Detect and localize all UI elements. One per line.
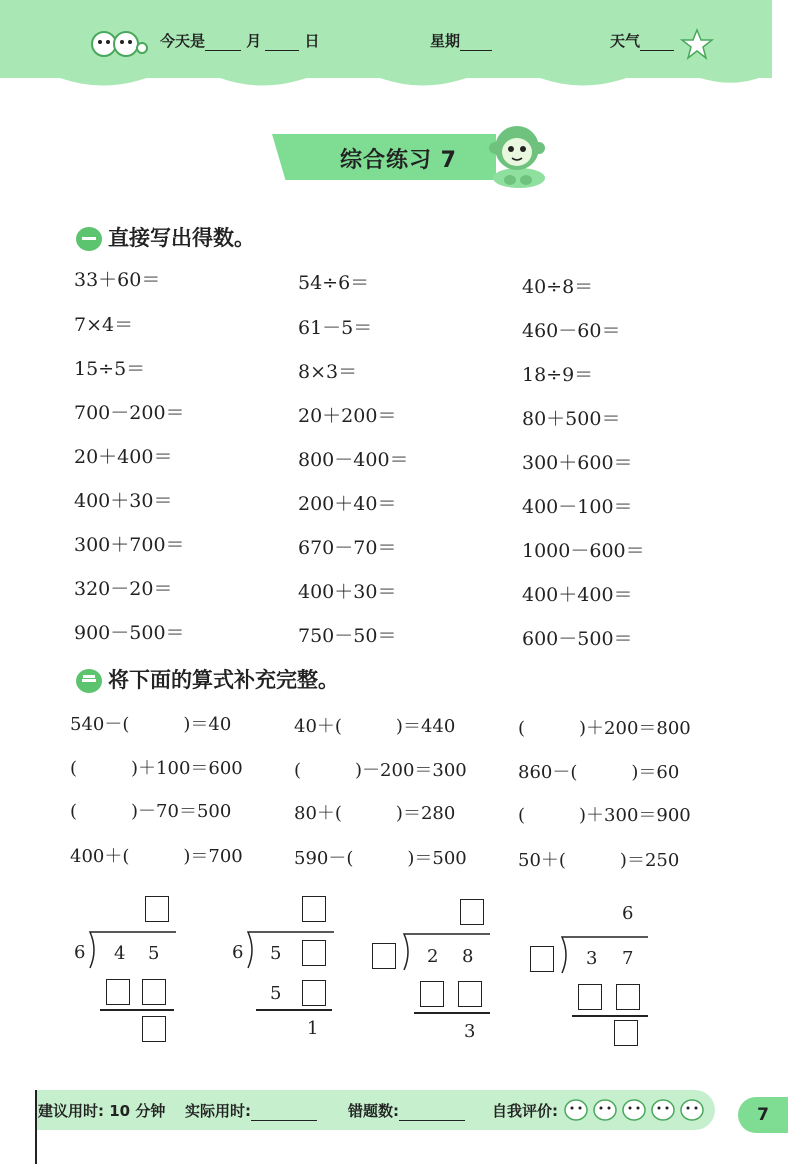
calc-problem: 40÷8＝ <box>522 276 594 298</box>
fill-in-problem[interactable]: 540－( )＝40 <box>70 714 232 735</box>
calc-problem: 61－5＝ <box>298 317 373 339</box>
calc-problem: 1000－600＝ <box>522 540 645 562</box>
division-bracket-icon <box>560 935 650 975</box>
product-box[interactable] <box>616 984 640 1010</box>
weather-blank[interactable] <box>640 36 674 51</box>
calc-problem: 670－70＝ <box>298 537 397 559</box>
day-label: 日 <box>304 32 320 50</box>
divisor-box[interactable] <box>372 943 396 969</box>
calc-problem: 8×3＝ <box>298 361 358 383</box>
rating-face-icon <box>681 1100 703 1120</box>
header-wave <box>0 62 772 92</box>
calc-problem: 700－200＝ <box>74 402 185 424</box>
calc-problem: 33＋60＝ <box>74 269 161 291</box>
footer-divider <box>35 1090 37 1164</box>
remainder-box[interactable] <box>614 1020 638 1046</box>
rating-faces[interactable] <box>563 1096 708 1122</box>
calc-problem: 20＋200＝ <box>298 405 397 427</box>
weather-field <box>610 30 674 51</box>
divisor: 6 <box>232 942 244 963</box>
quotient-box[interactable] <box>302 896 326 922</box>
dividend-digit: 8 <box>462 946 474 967</box>
calc-problem: 400＋30＝ <box>74 490 173 512</box>
header-mascot-icon <box>90 26 150 62</box>
actual-time-field <box>185 1100 317 1121</box>
subtraction-line <box>100 1009 174 1011</box>
dividend-digit: 3 <box>586 948 598 969</box>
calc-problem: 300＋600＝ <box>522 452 633 474</box>
product-box[interactable] <box>106 979 130 1005</box>
suggested-time: 建议用时: 10 分钟 <box>38 1102 166 1120</box>
fill-in-problem[interactable]: 590－( )＝500 <box>294 848 467 869</box>
subtraction-line <box>572 1015 648 1017</box>
weekday-field <box>430 30 492 51</box>
division-bracket-icon <box>88 930 178 970</box>
calc-problem: 15÷5＝ <box>74 358 146 380</box>
fill-in-problem[interactable]: 50＋( )＝250 <box>518 850 680 871</box>
calc-problem: 600－500＝ <box>522 628 633 650</box>
calc-problem: 300＋700＝ <box>74 534 185 556</box>
rating-face-icon <box>623 1100 645 1120</box>
fill-in-problem[interactable]: 80＋( )＝280 <box>294 803 456 824</box>
dividend-digit: 5 <box>148 943 160 964</box>
rating-face-icon <box>652 1100 674 1120</box>
remainder-digit: 1 <box>307 1018 319 1039</box>
calc-problem: 18÷9＝ <box>522 364 594 386</box>
date-field <box>160 30 320 51</box>
divisor: 6 <box>74 942 86 963</box>
dividend-digit: 7 <box>622 948 634 969</box>
month-blank[interactable] <box>205 36 241 51</box>
errors-blank[interactable] <box>399 1106 465 1121</box>
calc-problem: 800－400＝ <box>298 449 409 471</box>
self-eval-label: 自我评价: <box>492 1102 558 1120</box>
errors-field <box>348 1100 465 1121</box>
dividend-digit: 2 <box>427 946 439 967</box>
fill-in-problem[interactable]: 40＋( )＝440 <box>294 716 456 737</box>
weekday-label: 星期 <box>430 32 461 50</box>
calc-problem: 20＋400＝ <box>74 446 173 468</box>
section-2-badge-icon <box>76 669 102 693</box>
calc-problem: 400＋30＝ <box>298 581 397 603</box>
fill-in-problem[interactable]: ( )＋300＝900 <box>518 805 691 826</box>
calc-problem: 7×4＝ <box>74 314 134 336</box>
calc-problem: 460－60＝ <box>522 320 621 342</box>
calc-problem: 400＋400＝ <box>522 584 633 606</box>
division-bracket-icon <box>402 932 492 972</box>
calc-problem: 54÷6＝ <box>298 272 370 294</box>
monkey-mascot-icon <box>484 118 554 190</box>
fill-in-problem[interactable]: ( )＋200＝800 <box>518 718 691 739</box>
errors-label: 错题数: <box>348 1102 399 1120</box>
calc-problem: 900－500＝ <box>74 622 185 644</box>
fill-in-problem[interactable]: 400＋( )＝700 <box>70 846 243 867</box>
calc-problem: 750－50＝ <box>298 625 397 647</box>
quotient-box[interactable] <box>145 896 169 922</box>
actual-time-label: 实际用时: <box>185 1102 251 1120</box>
divisor-box[interactable] <box>530 946 554 972</box>
weekday-blank[interactable] <box>460 36 492 51</box>
fill-in-problem[interactable]: ( )－70＝500 <box>70 801 232 822</box>
calc-problem: 320－20＝ <box>74 578 173 600</box>
section-2-heading <box>76 664 339 694</box>
weather-label: 天气 <box>610 32 641 50</box>
product-box[interactable] <box>142 979 166 1005</box>
dividend-box[interactable] <box>302 940 326 966</box>
star-icon <box>680 28 714 60</box>
calc-problem: 400－100＝ <box>522 496 633 518</box>
remainder-box[interactable] <box>142 1016 166 1042</box>
section-1-badge-icon <box>76 227 102 251</box>
dividend-digit: 4 <box>114 943 126 964</box>
dividend-digit: 5 <box>270 943 282 964</box>
calc-problem: 80＋500＝ <box>522 408 621 430</box>
rating-face-icon <box>565 1100 587 1120</box>
product-digit: 5 <box>270 983 282 1004</box>
page-title: 综合练习 7 <box>340 148 457 173</box>
quotient-digit: 6 <box>622 903 634 924</box>
quotient-box[interactable] <box>460 899 484 925</box>
product-box[interactable] <box>578 984 602 1010</box>
subtraction-line <box>414 1012 490 1014</box>
day-blank[interactable] <box>265 36 299 51</box>
section-2-title: 将下面的算式补充完整。 <box>108 668 339 692</box>
remainder-digit: 3 <box>464 1021 476 1042</box>
product-box[interactable] <box>302 980 326 1006</box>
fill-in-problem[interactable]: ( )－200＝300 <box>294 760 467 781</box>
section-1-title: 直接写出得数。 <box>108 226 255 250</box>
date-label: 今天是 <box>160 32 206 50</box>
product-box[interactable] <box>458 981 482 1007</box>
subtraction-line <box>256 1009 332 1011</box>
month-label: 月 <box>246 32 262 50</box>
section-1-heading <box>76 222 255 252</box>
page-number: 7 <box>738 1097 788 1133</box>
fill-in-problem[interactable]: 860－( )＝60 <box>518 762 680 783</box>
product-box[interactable] <box>420 981 444 1007</box>
calc-problem: 200＋40＝ <box>298 493 397 515</box>
rating-face-icon <box>594 1100 616 1120</box>
actual-time-blank[interactable] <box>251 1106 317 1121</box>
fill-in-problem[interactable]: ( )＋100＝600 <box>70 758 243 779</box>
